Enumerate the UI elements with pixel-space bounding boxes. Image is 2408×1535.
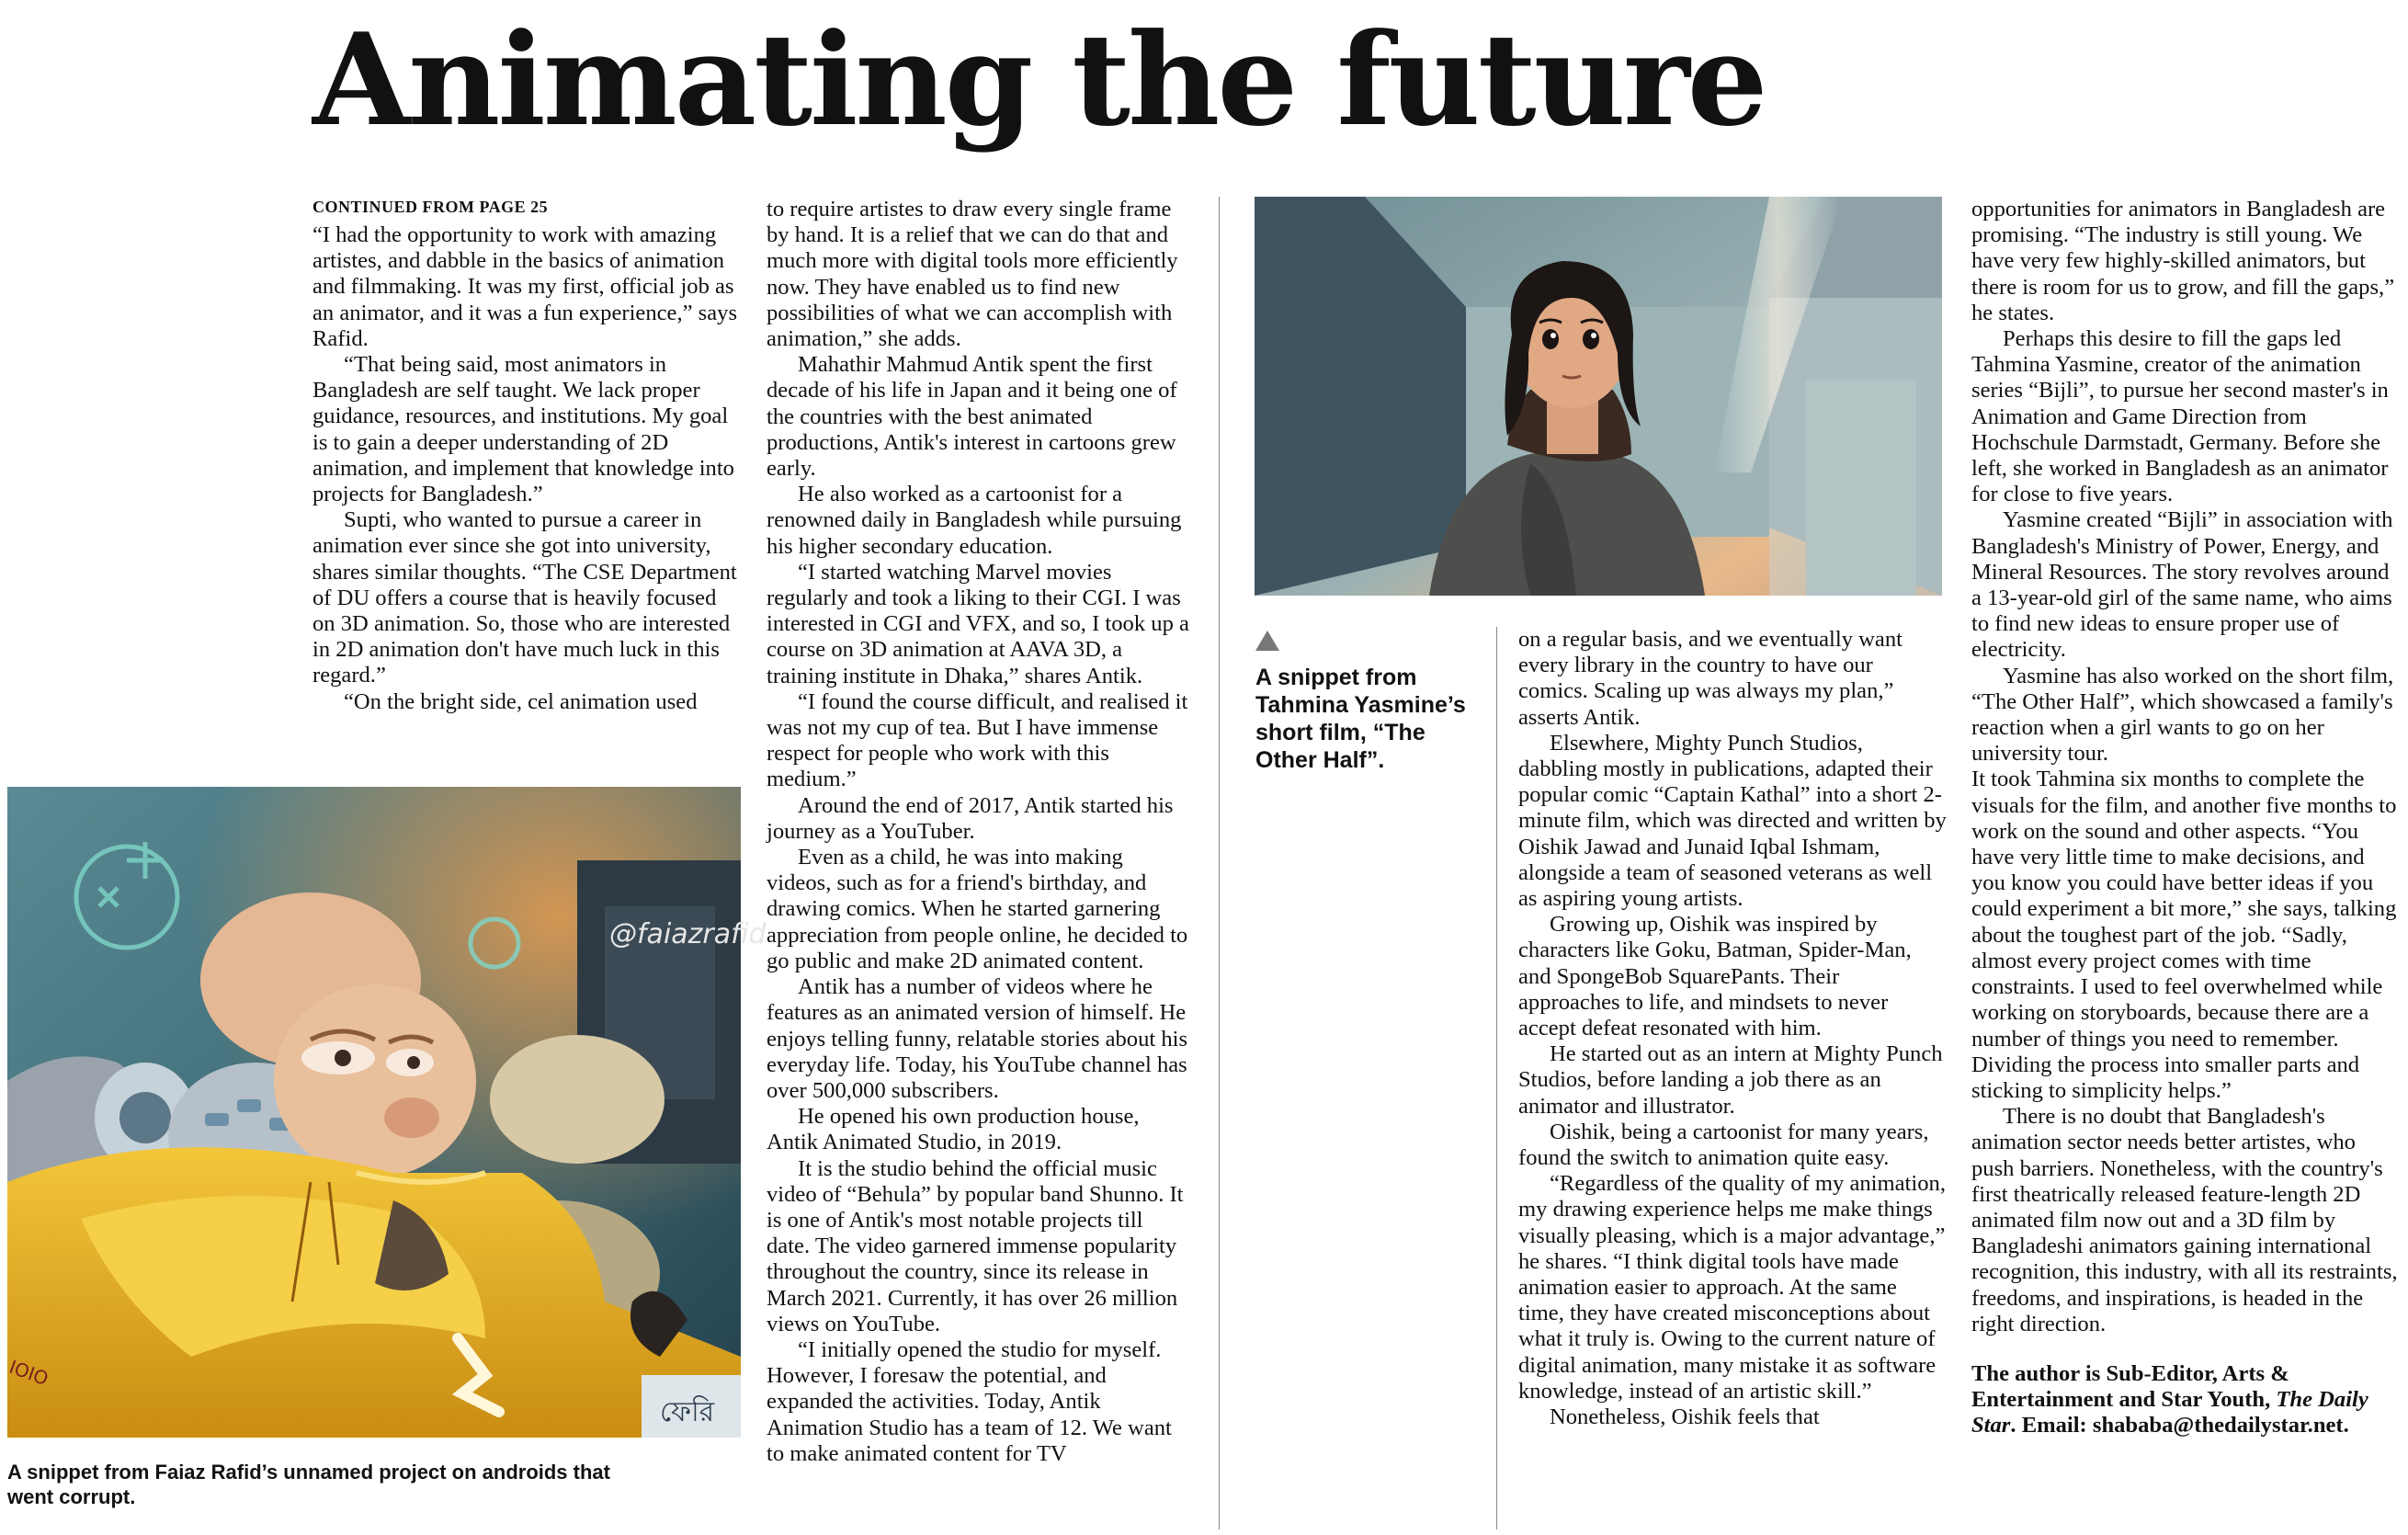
paragraph: “I had the opportunity to work with amazing artistes, and dabble in the basics of animation and filmmaking. It was my first, official job as an animator, and it was a fun experience,” says Rafid.: [312, 222, 738, 351]
paragraph: Even as a child, he was into making videos, such as for a friend's birthday, and drawing comics. When he started garnering appreciation from people online, he decided to go public and make 2D animated content.: [767, 845, 1188, 973]
paragraph: Yasmine created “Bijli” in association with Bangladesh's Ministry of Power, Energy, and Mineral Resources. The story revolves around a 13-year-old girl of the same name, who aims to find new ideas to ensure proper use of electricity.: [1971, 507, 2393, 663]
paragraph: “I initially opened the studio for myself. However, I foresaw the potential, and expanded the activities. Today, Antik Animation Studio has a team of 12. We want to make animated content for TV: [767, 1336, 1172, 1466]
paragraph: It took Tahmina six months to complete the visuals for the film, and another five months to work on the sound and other aspects. “You have very little time to make decisions, and you know you could have better ideas if you could experiment a bit more,” she says, talking about the toughest part of the job. “Sadly, almost every project comes with time constraints. I used to feel overwhelmed while working on storyboards, because there are a number of things you need to remember. Dividing the process into smaller parts and sticking to simplicity helps.”: [1971, 767, 2397, 1103]
paragraph: Around the end of 2017, Antik started his journey as a YouTuber.: [767, 792, 1174, 844]
column-rule: [1219, 197, 1220, 1529]
article-column-2: [767, 197, 1191, 1529]
byline-text: The author is Sub-Editor, Arts & Entertainment and Star Youth,: [1971, 1360, 2289, 1413]
paragraph: Supti, who wanted to pursue a career in animation ever since she got into university, shares similar thoughts. “The CSE Department of DU offers a course that is heavily focused on 3D animation. So, those who are interested in 2D animation don't have much luck in this regard.”: [312, 507, 737, 688]
android-illustration: [6, 787, 767, 1438]
continued-from-label: CONTINUED FROM PAGE 25: [312, 198, 549, 216]
article-column-4: [1971, 197, 2400, 1529]
paragraph: Nonetheless, Oishik feels that: [1550, 1404, 1820, 1430]
paragraph: “I found the course difficult, and realised it was not my cup of tea. But I have immense respect for people who work with this medium.”: [767, 688, 1188, 792]
paragraph: Yasmine has also worked on the short film, “The Other Half”, which showcased a family's reaction when a girl wants to go on her university tour.: [1971, 663, 2394, 767]
paragraph: He started out as an intern at Mighty Punch Studios, before landing a job there as an animator and illustrator.: [1518, 1041, 1943, 1119]
paragraph: “On the bright side, cel animation used: [344, 688, 698, 714]
paragraph: It is the studio behind the official music video of “Behula” by popular band Shunno. It is one of Antik's most notable projects till date. The video garnered immense popularity throughout the country, since its release in March 2021. Currently, it has over 26 million views on YouTube.: [767, 1155, 1184, 1336]
paragraph: on a regular basis, and we eventually want every library in the country to have our comics. Scaling up was always my plan,” asserts Antik.: [1518, 627, 1903, 730]
article-column-1: [312, 197, 737, 762]
publication-name: The Daily Star: [1971, 1387, 2368, 1438]
paragraph: “That being said, most animators in Bangladesh are self taught. We lack proper guidance, resources, and institutions. My goal is to gain a deeper understanding of 2D animation, and implement that knowledge into projects for Bangladesh.”: [312, 352, 734, 507]
byline-email: . Email: shababa@thedailystar.net.: [2010, 1413, 2349, 1438]
paragraph: Growing up, Oishik was inspired by characters like Goku, Batman, Spider-Man, and SpongeBob SquarePants. Their approaches to life, and mindsets to never accept defeat resonated with him.: [1518, 912, 1912, 1041]
photo-caption-right: A snippet from Tahmina Yasmine’s short film, “The Other Half”.: [1255, 665, 1466, 773]
paragraph: There is no doubt that Bangladesh's animation sector needs better artistes, who push barriers. Nonetheless, with the country's first theatrically released feature-length 2D animated film now out and a 3D film by Bangladeshi animators gaining international recognition, this industry, with all its restraints, freedoms, and inspirations, is headed in the right direction.: [1971, 1104, 2398, 1336]
headline: Animating the future: [312, 5, 1766, 154]
paragraph: to require artistes to draw every single frame by hand. It is a relief that we can do that and much more with digital tools more efficiently now. They have enabled us to find new possibilities of what we can accomplish with animation,” she adds.: [767, 197, 1178, 352]
author-byline: [1971, 1361, 2400, 1439]
paragraph: He opened his own production house, Antik Animated Studio, in 2019.: [767, 1104, 1140, 1155]
paragraph: He also worked as a cartoonist for a renowned daily in Bangladesh while pursuing his higher secondary education.: [767, 482, 1182, 559]
sleeve-tag: IOIO: [6, 1355, 51, 1391]
other-half-still: [1255, 197, 1942, 596]
caption-pointer-icon: [1255, 631, 1279, 651]
paragraph: Mahathir Mahmud Antik spent the first decade of his life in Japan and it being one of the countries with the best animated productions, Antik's interest in cartoons grew early.: [767, 352, 1177, 482]
paragraph: “I started watching Marvel movies regularly and took a liking to their CGI. I was interested in CGI and VFX, and so, I took up a course on 3D animation at AAVA 3D, a training institute in Dhaka,” shares Antik.: [767, 559, 1189, 688]
paragraph: “Regardless of the quality of my animation, my drawing experience helps me make things visually pleasing, which is a major advantage,” he shares. “I think digital tools have made animation easier to approach. At the same time, they have created misconceptions about what it truly is. Owing to the current nature of digital animation, many mistake it as software knowledge, instead of an artistic skill.”: [1518, 1171, 1946, 1404]
article-column-3: [1518, 627, 1947, 1532]
paragraph: Antik has a number of videos where he features as an animated version of himself. He enjoys telling funny, relatable stories about his everyday life. Today, his YouTube channel has over 500,000 subscribers.: [767, 974, 1188, 1103]
artist-signature: @faiazrafid: [609, 918, 767, 950]
paragraph: Elsewhere, Mighty Punch Studios, dabbling mostly in publications, adapted their popular comic “Captain Kathal” into a short 2-minute film, which was directed and written by Oishik Jawad and Junaid Iqbal Ishmam, alongside a team of seasoned veterans as well as aspiring young artists.: [1518, 730, 1947, 912]
paragraph: opportunities for animators in Bangladesh are promising. “The industry is still young. We have very few highly-skilled animators, but there is room for us to grow, and fill the gaps,” he states.: [1971, 197, 2395, 325]
photo-caption-left: A snippet from Faiaz Rafid’s unnamed project on androids that went corrupt.: [7, 1461, 610, 1508]
paragraph: Perhaps this desire to fill the gaps led Tahmina Yasmine, creator of the animation series “Bijli”, to pursue her second master's in Animation and Game Direction from Hochschule Darmstadt, Germany. Before she left, she worked in Bangladesh as an animator for close to five years.: [1971, 326, 2389, 507]
column-rule: [1496, 627, 1497, 1529]
paragraph: Oishik, being a cartoonist for many years, found the switch to animation quite easy.: [1518, 1119, 1929, 1171]
box-label: ফেরি: [660, 1396, 715, 1428]
